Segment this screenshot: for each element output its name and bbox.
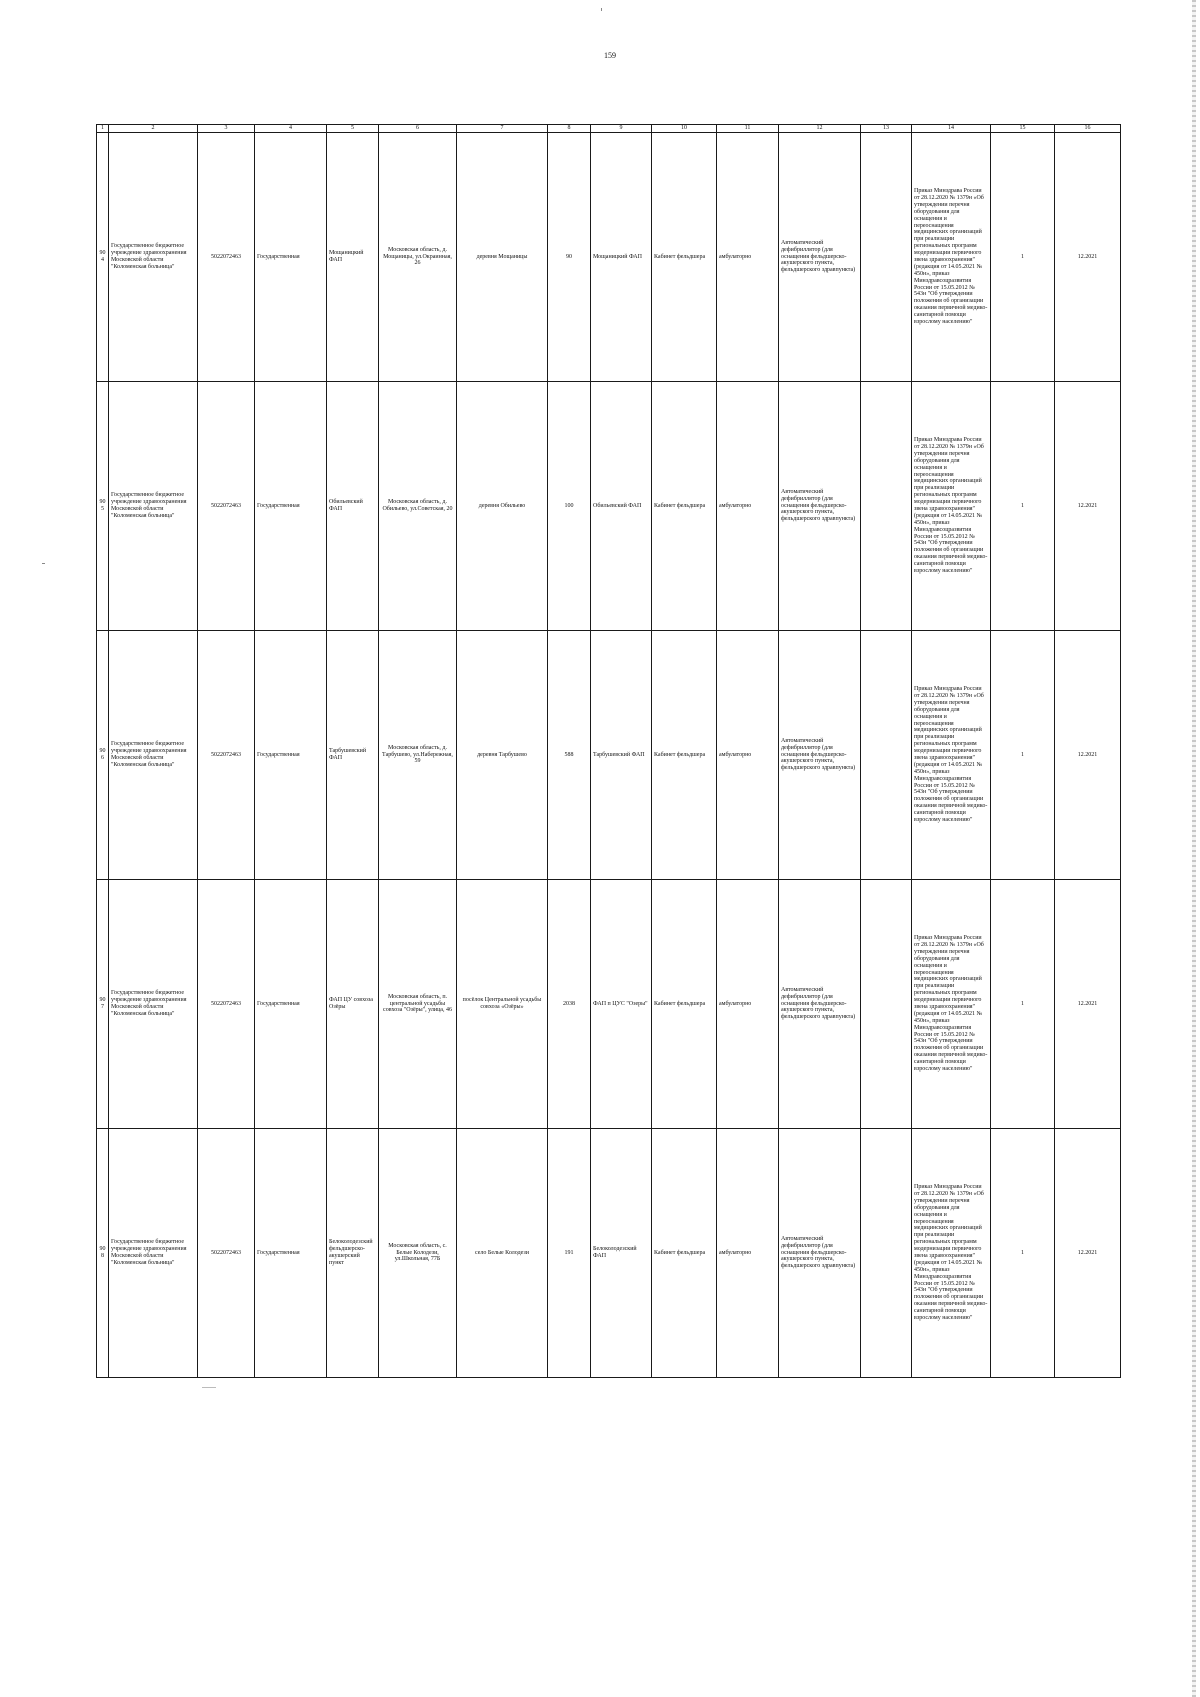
structural-unit: Обильевский ФАП xyxy=(591,382,652,631)
empty-cell xyxy=(861,631,912,880)
population: 2038 xyxy=(548,880,591,1129)
room-name: Кабинет фельдшера xyxy=(652,133,717,382)
care-type: амбулаторно xyxy=(717,1129,779,1378)
table-row xyxy=(97,133,1121,382)
ownership-form: Государственная xyxy=(255,880,327,1129)
legal-basis: Приказ Минздрава России от 28.12.2020 № 1379н «Об утверждении перечня оборудования для оснащения и переоснащения медицинских организаций при реализации региональных программ модернизации первичного звена здравоохранения"(редакция от 14.05.2021 № 450н», приказ Минздравсоцразвития России от 15.05.2012 № 543н "Об утверждении положения об организации оказания первичной медико-санитарной помощи взрослому населению" xyxy=(912,631,991,880)
legal-basis: Приказ Минздрава России от 28.12.2020 № 1379н «Об утверждении перечня оборудования для оснащения и переоснащения медицинских организаций при реализации региональных программ модернизации первичного звена здравоохранения"(редакция от 14.05.2021 № 450н», приказ Минздравсоцразвития России от 15.05.2012 № 543н "Об утверждении положения об организации оказания первичной медико-санитарной помощи взрослому населению" xyxy=(912,133,991,382)
settlement-name: посёлок Центральной усадьбы совхоза «Озёры» xyxy=(457,880,548,1129)
quantity: 1 xyxy=(991,1129,1055,1378)
room-name: Кабинет фельдшера xyxy=(652,631,717,880)
delivery-date: 12.2021 xyxy=(1055,631,1121,880)
delivery-date: 12.2021 xyxy=(1055,1129,1121,1378)
column-number: 8 xyxy=(548,125,591,133)
column-number: 7 xyxy=(457,125,548,133)
quantity: 1 xyxy=(991,382,1055,631)
organization-name: Государственное бюджетное учреждение здравоохранения Московской области "Коломенская больница" xyxy=(109,631,198,880)
column-number: 11 xyxy=(717,125,779,133)
structural-unit: Белоколодезский ФАП xyxy=(591,1129,652,1378)
delivery-date: 12.2021 xyxy=(1055,382,1121,631)
row-number: 906 xyxy=(97,631,109,880)
equipment-name: Автоматический дефибриллятор (для оснащения фельдшерско-акушерского пункта, фельдшерского здравпункта) xyxy=(779,1129,861,1378)
population: 191 xyxy=(548,1129,591,1378)
care-type: амбулаторно xyxy=(717,382,779,631)
column-number: 3 xyxy=(198,125,255,133)
room-name: Кабинет фельдшера xyxy=(652,382,717,631)
care-type: амбулаторно xyxy=(717,631,779,880)
row-number: 905 xyxy=(97,382,109,631)
population: 90 xyxy=(548,133,591,382)
room-name: Кабинет фельдшера xyxy=(652,880,717,1129)
page-number: 159 xyxy=(604,51,616,60)
empty-cell xyxy=(861,1129,912,1378)
row-number: 907 xyxy=(97,880,109,1129)
inn: 5022072463 xyxy=(198,1129,255,1378)
facility-name: Тарбушевский ФАП xyxy=(327,631,379,880)
column-number: 5 xyxy=(327,125,379,133)
legal-basis: Приказ Минздрава России от 28.12.2020 № 1379н «Об утверждении перечня оборудования для оснащения и переоснащения медицинских организаций при реализации региональных программ модернизации первичного звена здравоохранения"(редакция от 14.05.2021 № 450н», приказ Минздравсоцразвития России от 15.05.2012 № 543н "Об утверждении положения об организации оказания первичной медико-санитарной помощи взрослому населению" xyxy=(912,1129,991,1378)
population: 588 xyxy=(548,631,591,880)
column-number: 16 xyxy=(1055,125,1121,133)
facility-name: Белоколодезский фельдшерско-акушерский пункт xyxy=(327,1129,379,1378)
column-number: 13 xyxy=(861,125,912,133)
organization-name: Государственное бюджетное учреждение здравоохранения Московской области "Коломенская больница" xyxy=(109,382,198,631)
facility-address: Московская область, с. Белые Колодези, ул.Школьная, 77Б xyxy=(379,1129,457,1378)
inn: 5022072463 xyxy=(198,133,255,382)
inn: 5022072463 xyxy=(198,880,255,1129)
empty-cell xyxy=(861,880,912,1129)
column-number: 9 xyxy=(591,125,652,133)
ownership-form: Государственная xyxy=(255,133,327,382)
scan-speck xyxy=(601,8,602,11)
structural-unit: Мощаницкий ФАП xyxy=(591,133,652,382)
settlement-name: село Белые Колодези xyxy=(457,1129,548,1378)
population: 100 xyxy=(548,382,591,631)
care-type: амбулаторно xyxy=(717,133,779,382)
column-number: 10 xyxy=(652,125,717,133)
legal-basis: Приказ Минздрава России от 28.12.2020 № 1379н «Об утверждении перечня оборудования для оснащения и переоснащения медицинских организаций при реализации региональных программ модернизации первичного звена здравоохранения"(редакция от 14.05.2021 № 450н», приказ Минздравсоцразвития России от 15.05.2012 № 543н "Об утверждении положения об организации оказания первичной медико-санитарной помощи взрослому населению" xyxy=(912,382,991,631)
table-row xyxy=(97,880,1121,1129)
organization-name: Государственное бюджетное учреждение здравоохранения Московской области "Коломенская больница" xyxy=(109,1129,198,1378)
ownership-form: Государственная xyxy=(255,1129,327,1378)
facility-address: Московская область, д. Обильево, ул.Советская, 20 xyxy=(379,382,457,631)
facility-address: Московская область, п. центральной усадьбы совхоза "Озёры", улица, 46 xyxy=(379,880,457,1129)
scan-speck xyxy=(202,1387,216,1388)
quantity: 1 xyxy=(991,631,1055,880)
equipment-name: Автоматический дефибриллятор (для оснащения фельдшерско-акушерского пункта, фельдшерского здравпункта) xyxy=(779,382,861,631)
column-number: 1 xyxy=(97,125,109,133)
scan-edge xyxy=(1192,0,1196,1697)
facility-name: ФАП ЦУ совхоза Озёры xyxy=(327,880,379,1129)
facility-name: Мощаницкий ФАП xyxy=(327,133,379,382)
structural-unit: Тарбушевский ФАП xyxy=(591,631,652,880)
room-name: Кабинет фельдшера xyxy=(652,1129,717,1378)
settlement-name: деревня Тарбушево xyxy=(457,631,548,880)
quantity: 1 xyxy=(991,133,1055,382)
row-number: 908 xyxy=(97,1129,109,1378)
column-number: 15 xyxy=(991,125,1055,133)
equipment-name: Автоматический дефибриллятор (для оснащения фельдшерско-акушерского пункта, фельдшерского здравпункта) xyxy=(779,880,861,1129)
settlement-name: деревня Обильево xyxy=(457,382,548,631)
care-type: амбулаторно xyxy=(717,880,779,1129)
scan-speck xyxy=(42,563,45,564)
empty-cell xyxy=(861,382,912,631)
column-number: 14 xyxy=(912,125,991,133)
column-number: 2 xyxy=(109,125,198,133)
organization-name: Государственное бюджетное учреждение здравоохранения Московской области "Коломенская больница" xyxy=(109,880,198,1129)
facility-address: Московская область, д. Мощаницы, ул.Окраинная, 26 xyxy=(379,133,457,382)
inn: 5022072463 xyxy=(198,382,255,631)
equipment-register-table xyxy=(96,124,1121,1378)
row-number: 904 xyxy=(97,133,109,382)
inn: 5022072463 xyxy=(198,631,255,880)
column-number: 6 xyxy=(379,125,457,133)
equipment-name: Автоматический дефибриллятор (для оснащения фельдшерско-акушерского пункта, фельдшерского здравпункта) xyxy=(779,631,861,880)
equipment-name: Автоматический дефибриллятор (для оснащения фельдшерско-акушерского пункта, фельдшерского здравпункта) xyxy=(779,133,861,382)
column-number: 4 xyxy=(255,125,327,133)
ownership-form: Государственная xyxy=(255,382,327,631)
structural-unit: ФАП п ЦУС "Озеры" xyxy=(591,880,652,1129)
table-row xyxy=(97,631,1121,880)
quantity: 1 xyxy=(991,880,1055,1129)
facility-name: Обильевский ФАП xyxy=(327,382,379,631)
legal-basis: Приказ Минздрава России от 28.12.2020 № 1379н «Об утверждении перечня оборудования для оснащения и переоснащения медицинских организаций при реализации региональных программ модернизации первичного звена здравоохранения"(редакция от 14.05.2021 № 450н», приказ Минздравсоцразвития России от 15.05.2012 № 543н "Об утверждении положения об организации оказания первичной медико-санитарной помощи взрослому населению" xyxy=(912,880,991,1129)
table-row xyxy=(97,1129,1121,1378)
column-number-row xyxy=(97,125,1121,133)
facility-address: Московская область, д. Тарбушево, ул.Набережная, 59 xyxy=(379,631,457,880)
delivery-date: 12.2021 xyxy=(1055,133,1121,382)
ownership-form: Государственная xyxy=(255,631,327,880)
table-row xyxy=(97,382,1121,631)
organization-name: Государственное бюджетное учреждение здравоохранения Московской области "Коломенская больница" xyxy=(109,133,198,382)
settlement-name: деревня Мощаницы xyxy=(457,133,548,382)
empty-cell xyxy=(861,133,912,382)
delivery-date: 12.2021 xyxy=(1055,880,1121,1129)
column-number: 12 xyxy=(779,125,861,133)
